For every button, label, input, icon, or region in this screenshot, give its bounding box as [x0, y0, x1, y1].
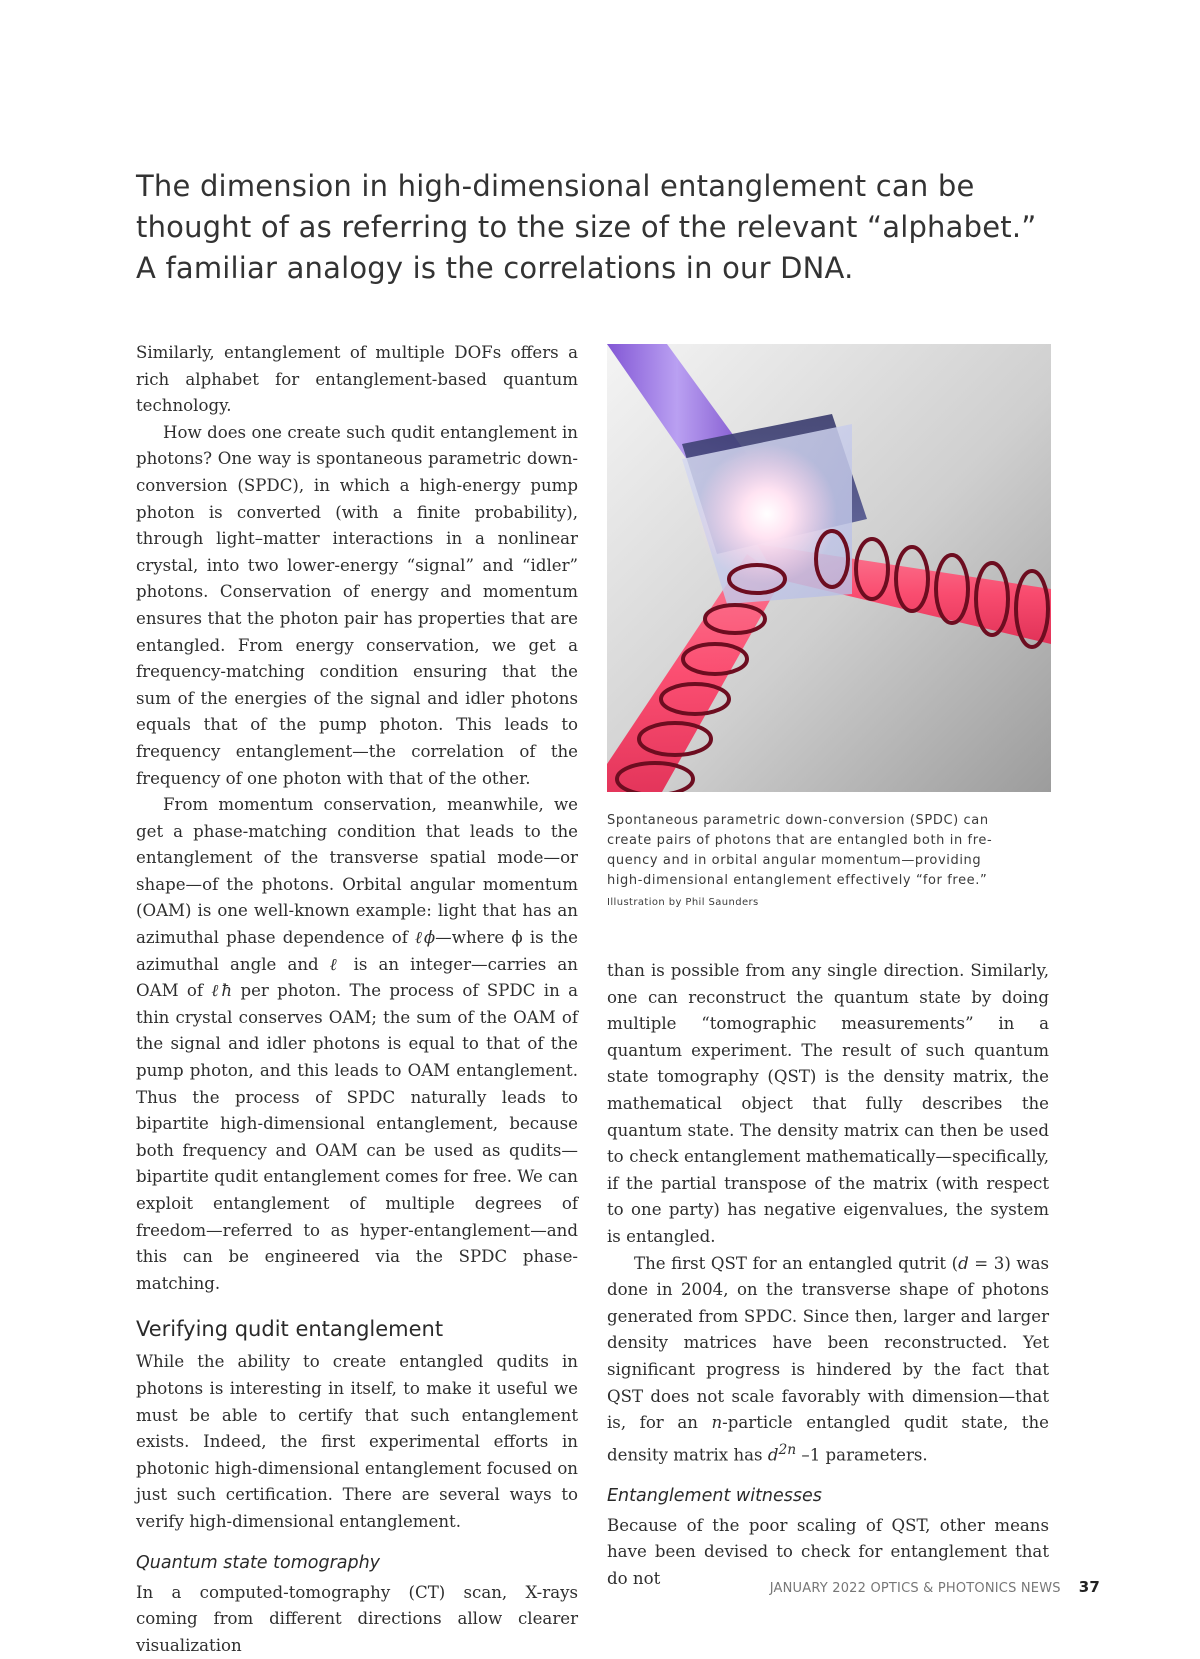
caption-line: high-dimensional entanglement effectively “for free.” — [607, 873, 988, 888]
pull-quote-line: thought of as referring to the size of the relevant “alphabet.” — [136, 210, 1037, 244]
text-run: per photon. The process of SPDC in a thin crystal conserves OAM; the sum of the OAM of the signal and idler photons is equal to that of the pump photon, and this leads to OAM entanglement. Thus the process of SPDC naturally leads to bipartite high-dimensional entanglement, because both frequency and OAM can be used as qudits—bipartite qudit entanglement comes for free. We can exploit entanglement of multiple degrees of freedom—referred to as hyper-entanglement—and this can be engineered via the SPDC phase-matching. — [136, 981, 579, 1293]
page-number: 37 — [1078, 1578, 1100, 1596]
symbol: n — [711, 1413, 723, 1433]
symbol: d — [958, 1253, 969, 1273]
caption-line: quency and in orbital angular momentum—providing — [607, 853, 982, 868]
paragraph — [607, 1251, 1049, 1469]
caption-line: create pairs of photons that are entangled both in fre- — [607, 833, 993, 848]
text-run: —where ϕ is the azimuthal angle and — [136, 928, 578, 974]
text-run: -particle entangled qudit state, the density matrix has — [607, 1413, 1049, 1465]
paragraph: than is possible from any single direction. Similarly, one can reconstruct the quantum state by doing multiple “tomographic measurements” in a quantum experiment. The result of such quantum state tomography (QST) is the density matrix, the mathematical object that fully describes the quantum state. The density matrix can then be used to check entanglement mathematically—specifically, if the partial transpose of the matrix (with respect to one party) has negative eigenvalues, the system is entangled. — [607, 961, 1049, 1246]
subsection-heading: Entanglement witnesses — [607, 1485, 822, 1506]
pull-quote-line: The dimension in high-dimensional entanglement can be — [136, 169, 975, 203]
page-footer — [770, 1578, 1100, 1596]
text-run: From momentum conservation, meanwhile, we get a phase-matching condition that leads to the entanglement of the transverse spatial mode—or shape—of the photons. Orbital angular momentum (OAM) is one well-known example: light that has an azimuthal phase dependence of — [136, 795, 578, 948]
text-run: = 3) was done in 2004, on the transverse shape of photons generated from SPDC. Since then, larger and larger density matrices have been reconstructed. Yet significant progress is hindered by the fact that QST does not scale favorably with dimension—that is, for an — [607, 1253, 1050, 1433]
text-run: The first QST for an entangled qutrit ( — [634, 1253, 959, 1273]
subsection-heading: Quantum state tomography — [136, 1552, 381, 1573]
left-column — [136, 340, 578, 1659]
section-heading: Verifying qudit entanglement — [136, 1317, 444, 1342]
symbol: ℓϕ — [415, 928, 436, 948]
text-run: –1 parameters. — [796, 1445, 928, 1465]
paragraph: How does one create such qudit entanglement in photons? One way is spontaneous parametric down-conversion (SPDC), in which a high-energy pump photon is converted (with a finite probability), through light–matter interactions in a nonlinear crystal, into two lower-energy “signal” and “idler” photons. Conservation of energy and momentum ensures that the photon pair has properties that are entangled. From energy conservation, we get a frequency-matching condition ensuring that the sum of the energies of the signal and idler photons equals that of the pump photon. This leads to frequency entanglement—the correlation of the frequency of one photon with that of the other. — [136, 422, 578, 788]
figure-credit: Illustration by Phil Saunders — [607, 897, 759, 908]
figure-caption — [607, 811, 1051, 891]
paragraph: In a computed-tomography (CT) scan, X-rays coming from different directions allow clearer visualization — [136, 1582, 578, 1655]
spdc-illustration — [607, 344, 1051, 792]
pull-quote — [136, 166, 1096, 289]
paragraph: Because of the poor scaling of QST, other means have been devised to check for entanglement that do not — [607, 1515, 1049, 1588]
symbol: ℓ — [329, 954, 343, 974]
paragraph: Similarly, entanglement of multiple DOFs offers a rich alphabet for entanglement-based quantum technology. — [136, 343, 578, 416]
text-run: is an integer—carries an OAM of — [136, 954, 578, 1001]
paragraph — [136, 792, 578, 1297]
paragraph: While the ability to create entangled qudits in photons is interesting in itself, to make it useful we must be able to certify that such entanglement exists. Indeed, the first experimental efforts in photonic high-dimensional entanglement focused on just such certification. There are several ways to verify high-dimensional entanglement. — [136, 1352, 578, 1531]
superscript: 2n — [778, 1441, 797, 1458]
symbol: d — [767, 1445, 779, 1465]
caption-line: Spontaneous parametric down-conversion (SPDC) can — [607, 813, 989, 828]
issue-label: JANUARY 2022 OPTICS & PHOTONICS NEWS — [769, 1581, 1061, 1596]
pull-quote-line: A familiar analogy is the correlations in our DNA. — [136, 251, 854, 285]
symbol: ℓħ — [211, 981, 233, 1001]
right-column — [607, 958, 1049, 1593]
